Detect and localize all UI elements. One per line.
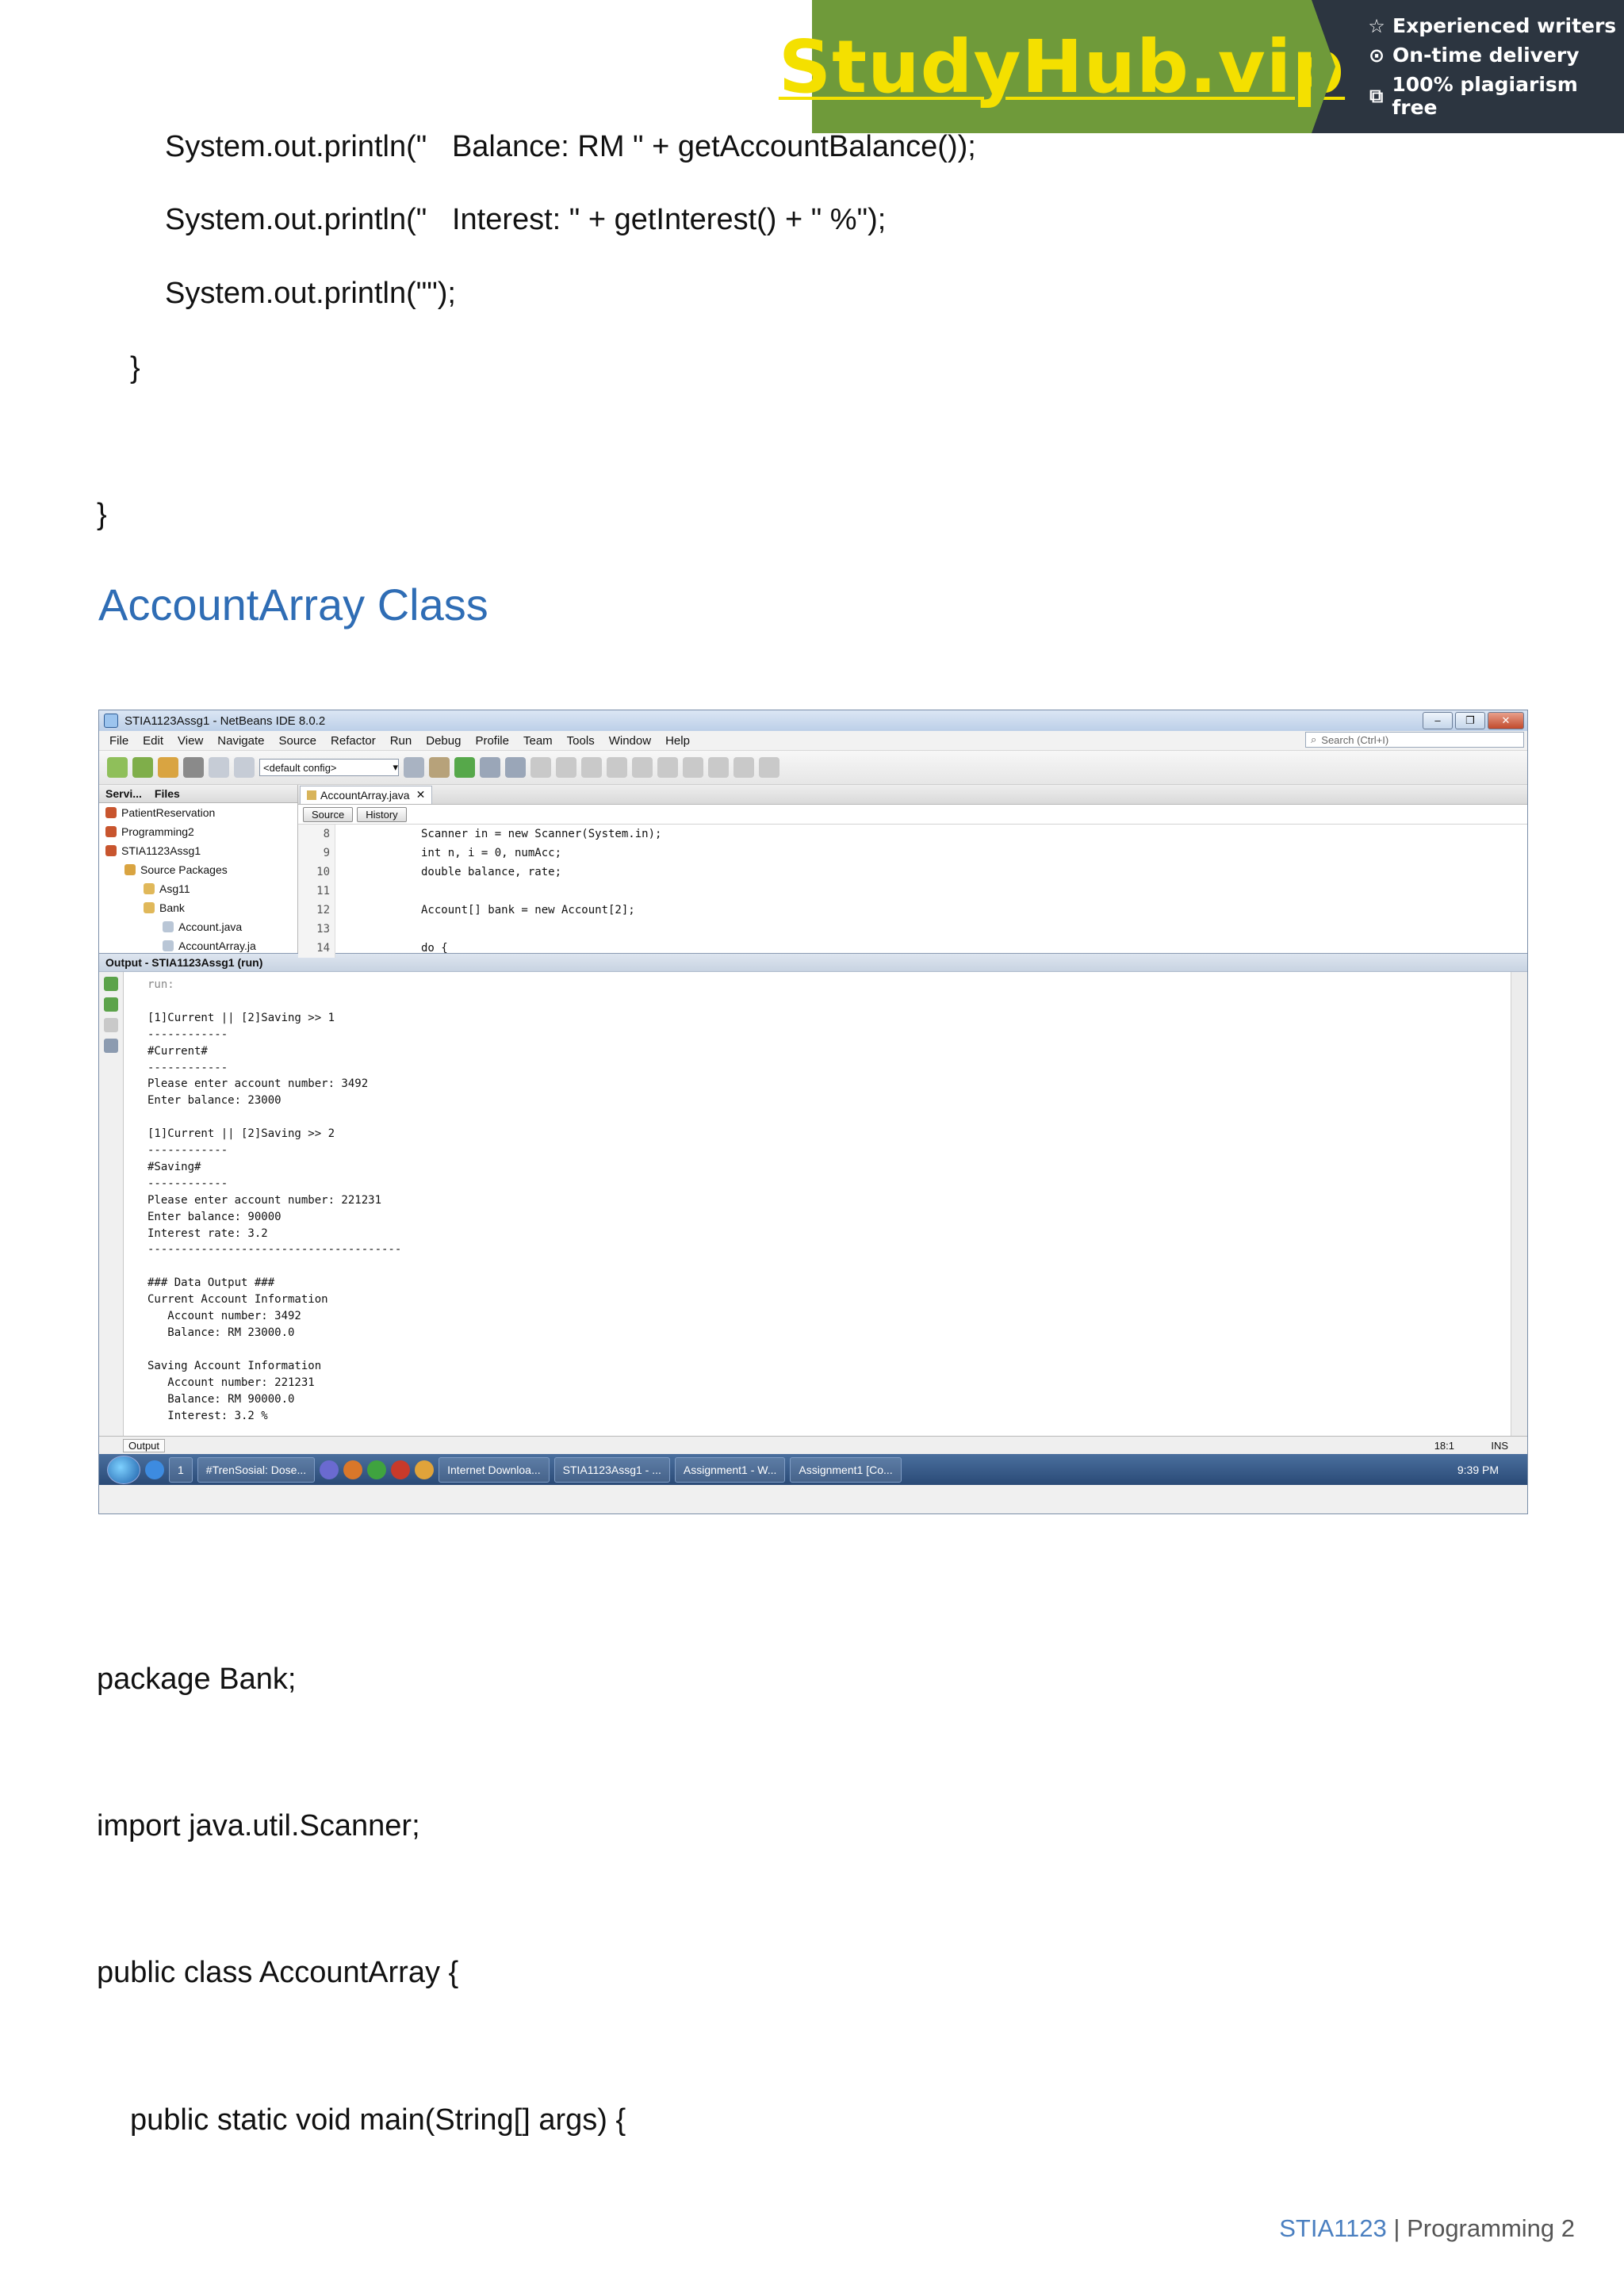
chrome-icon[interactable]	[367, 1460, 386, 1479]
window-title: STIA1123Assg1 - NetBeans IDE 8.0.2	[124, 714, 326, 728]
editor-code-line: Account[] bank = new Account[2];	[421, 904, 635, 916]
line-number: 10	[316, 866, 330, 878]
code-line: System.out.println(" Interest: " + getInterest() + " %");	[165, 203, 887, 236]
app-icon[interactable]	[391, 1460, 410, 1479]
console-line	[147, 993, 1511, 1010]
settings-icon[interactable]	[104, 1039, 118, 1053]
code-area[interactable]	[298, 825, 1527, 958]
console-line: [1]Current || [2]Saving >> 1	[147, 1011, 335, 1024]
disabled-tool-icon	[607, 757, 627, 778]
disabled-tool-icon	[683, 757, 703, 778]
console-line: ------------	[147, 1177, 228, 1190]
console-line: Please enter account number: 3492	[147, 1077, 369, 1091]
tree-item[interactable]	[99, 917, 297, 936]
menu-item[interactable]: Window	[608, 733, 652, 748]
tree-node-icon	[163, 921, 174, 932]
editor-code-line	[421, 882, 1527, 901]
rerun-icon[interactable]	[104, 977, 118, 991]
console-line: Balance: RM 23000.0	[147, 1326, 295, 1339]
menu-bar	[99, 731, 1527, 751]
code-line: public static void main(String[] args) {	[130, 2103, 626, 2137]
console-line: ------------	[147, 1027, 228, 1041]
perks-list	[1312, 0, 1624, 133]
console-line: #Saving#	[147, 1160, 201, 1173]
tree-item[interactable]	[99, 879, 297, 898]
project-tree	[99, 803, 297, 955]
stop-icon[interactable]	[104, 1018, 118, 1032]
star-icon: ☆	[1368, 14, 1385, 37]
tree-item-label: Bank	[159, 901, 185, 914]
console-line: #Current#	[147, 1044, 208, 1058]
perk-text: 100% plagiarism free	[1392, 73, 1578, 119]
perk-text: Experienced writers	[1392, 14, 1617, 37]
brand-logo	[778, 0, 1346, 133]
console-line: Account number: 221231	[147, 1376, 315, 1389]
app-icon[interactable]	[343, 1460, 362, 1479]
disabled-tool-icon	[657, 757, 678, 778]
footer-separator: |	[1386, 2214, 1408, 2242]
line-number: 11	[316, 885, 330, 897]
console-line: Enter balance: 90000	[147, 1210, 282, 1223]
redo-icon[interactable]	[234, 757, 255, 778]
cursor-position: 18:1	[1434, 1439, 1454, 1452]
tree-item-label: PatientReservation	[121, 806, 216, 819]
code-line: package Bank;	[97, 1663, 297, 1696]
code-line: }	[130, 351, 140, 385]
window-controls	[1423, 712, 1524, 729]
console-line	[147, 1258, 1511, 1275]
line-number: 12	[316, 904, 330, 916]
line-number: 8	[323, 828, 330, 840]
editor-code-line	[421, 920, 1527, 939]
tree-node-icon	[144, 883, 155, 894]
output-title: Output - STIA1123Assg1 (run)	[99, 953, 1527, 972]
console-line: ### Data Output ###	[147, 1276, 275, 1290]
close-icon[interactable]: ✕	[1488, 712, 1524, 729]
line-number: 14	[316, 942, 330, 955]
copy-icon: ⧉	[1369, 85, 1384, 107]
disabled-tool-icon	[556, 757, 576, 778]
search-input[interactable]	[1305, 732, 1524, 748]
menu-item[interactable]: Help	[665, 733, 690, 748]
console-line: run:	[147, 978, 174, 991]
code-line: System.out.println("");	[165, 277, 456, 310]
disabled-tool-icon	[733, 757, 754, 778]
menu-item[interactable]: Edit	[143, 733, 164, 748]
menu-item[interactable]: Source	[278, 733, 317, 748]
tree-item[interactable]	[99, 841, 297, 860]
tree-node-icon	[163, 940, 174, 951]
tree-item-label: Programming2	[121, 825, 194, 838]
menu-item[interactable]: Navigate	[217, 733, 265, 748]
source-button[interactable]: Source	[303, 807, 353, 822]
restore-icon[interactable]: ❐	[1455, 712, 1485, 729]
line-number: 13	[316, 923, 330, 936]
editor-tabs	[298, 785, 1527, 805]
save-all-icon[interactable]	[183, 757, 204, 778]
line-gutter	[298, 825, 335, 958]
tree-item[interactable]	[99, 898, 297, 917]
code-line: }	[97, 498, 107, 531]
insert-mode: INS	[1491, 1439, 1508, 1452]
editor-code-line: int n, i = 0, numAcc;	[421, 847, 562, 859]
tree-item-label: STIA1123Assg1	[121, 844, 201, 857]
menu-item[interactable]: View	[178, 733, 204, 748]
perk-item	[1367, 14, 1624, 37]
console-line	[147, 1109, 1511, 1126]
system-clock: 9:39 PM	[1457, 1463, 1499, 1476]
task-netbeans[interactable]: STIA1123Assg1 - ...	[554, 1457, 670, 1483]
new-file-icon[interactable]	[107, 757, 128, 778]
console-line: [1]Current || [2]Saving >> 2	[147, 1127, 335, 1141]
disabled-tool-icon	[530, 757, 551, 778]
disabled-tool-icon	[759, 757, 779, 778]
task-word-2[interactable]: Assignment1 [Co...	[790, 1457, 901, 1483]
search-icon: ⌕	[1311, 733, 1317, 745]
console-line: Interest rate: 3.2	[147, 1226, 268, 1240]
window-titlebar	[99, 710, 1527, 731]
tab-files[interactable]: Files	[154, 787, 180, 800]
console-line	[147, 1341, 1511, 1358]
app-icon[interactable]	[320, 1460, 339, 1479]
tree-item-label: Asg11	[159, 882, 190, 895]
code-line: import java.util.Scanner;	[97, 1809, 420, 1843]
section-heading: AccountArray Class	[98, 580, 488, 629]
perk-item	[1367, 44, 1624, 67]
code-lines	[335, 825, 1527, 958]
minimize-icon[interactable]: –	[1423, 712, 1453, 729]
console-line: Account number: 3492	[147, 1310, 301, 1323]
undo-icon[interactable]	[209, 757, 229, 778]
run-icon[interactable]	[454, 757, 475, 778]
tree-node-icon	[105, 845, 117, 856]
studyhub-banner[interactable]	[778, 0, 1624, 133]
tree-node-icon	[105, 826, 117, 837]
output-status-tab[interactable]: Output	[123, 1439, 165, 1452]
console-line: Saving Account Information	[147, 1359, 322, 1372]
console-line: Interest: 3.2 %	[147, 1409, 268, 1422]
menu-item[interactable]: Tools	[566, 733, 595, 748]
tab-accountarray-java[interactable]	[300, 786, 432, 804]
windows-taskbar	[99, 1454, 1527, 1485]
disabled-tool-icon	[581, 757, 602, 778]
tree-node-icon	[105, 807, 117, 818]
tree-item[interactable]	[99, 936, 297, 955]
course-title: Programming 2	[1407, 2214, 1575, 2242]
profile-icon[interactable]	[505, 757, 526, 778]
build-icon[interactable]	[404, 757, 424, 778]
menu-item[interactable]: Refactor	[331, 733, 376, 748]
menu-item[interactable]: Run	[389, 733, 412, 748]
output-window	[99, 972, 1527, 1436]
code-line: System.out.println(" Balance: RM " + getAccountBalance());	[165, 130, 976, 163]
line-number: 9	[323, 847, 330, 859]
java-file-icon	[307, 790, 316, 800]
output-actions	[99, 972, 124, 1436]
console-line: Current Account Information	[147, 1293, 328, 1307]
workspace	[99, 785, 1527, 953]
projects-tabs	[99, 785, 297, 803]
debug-icon[interactable]	[480, 757, 500, 778]
code-line: public class AccountArray {	[97, 1956, 459, 1989]
tree-item-label: Account.java	[178, 920, 243, 933]
task-browser[interactable]: #TrenSosial: Dose...	[197, 1457, 315, 1483]
netbeans-screenshot	[98, 710, 1528, 1514]
editor-toolbar	[298, 805, 1527, 825]
tree-item[interactable]	[99, 822, 297, 841]
start-button[interactable]	[107, 1456, 140, 1484]
tree-item-label: Source Packages	[140, 863, 228, 876]
page-footer	[1279, 2214, 1575, 2243]
clean-build-icon[interactable]	[429, 757, 450, 778]
open-project-icon[interactable]	[158, 757, 178, 778]
console-line: --------------------------------------	[147, 1243, 402, 1257]
menu-item[interactable]: Debug	[426, 733, 462, 748]
status-bar	[99, 1436, 1527, 1454]
config-select[interactable]	[259, 759, 399, 776]
clock-icon: ⊙	[1368, 44, 1385, 67]
ie-icon[interactable]	[145, 1460, 164, 1479]
app-icon[interactable]	[415, 1460, 434, 1479]
menu-item[interactable]: File	[109, 733, 129, 748]
editor-code-line: do {	[421, 942, 448, 955]
perk-item	[1367, 73, 1624, 119]
console-line: Enter balance: 23000	[147, 1094, 282, 1108]
brand-name: StudyHub.vip	[778, 24, 1346, 109]
code-editor	[298, 785, 1527, 953]
task-explorer[interactable]: 1	[169, 1457, 193, 1483]
tree-node-icon	[124, 864, 136, 875]
menu-item[interactable]: Team	[523, 733, 553, 748]
task-word-1[interactable]: Assignment1 - W...	[675, 1457, 785, 1483]
disabled-tool-icon	[708, 757, 729, 778]
console-scrollbar[interactable]	[1511, 972, 1527, 1436]
perk-text: On-time delivery	[1392, 44, 1580, 67]
console-line: Please enter account number: 221231	[147, 1193, 382, 1207]
tree-item-label: AccountArray.ja	[178, 939, 256, 952]
disabled-tool-icon	[632, 757, 653, 778]
tree-item[interactable]	[99, 803, 297, 822]
console-line: ------------	[147, 1144, 228, 1158]
console-line: ------------	[147, 1061, 228, 1074]
editor-code-line: Scanner in = new Scanner(System.in);	[421, 828, 662, 840]
history-button[interactable]: History	[357, 807, 406, 822]
close-icon[interactable]: ✕	[416, 788, 426, 801]
menu-item[interactable]: Profile	[475, 733, 509, 748]
search-placeholder: Search (Ctrl+I)	[1321, 733, 1389, 746]
console-line: Balance: RM 90000.0	[147, 1392, 295, 1406]
rerun-options-icon[interactable]	[104, 997, 118, 1012]
config-value: <default config>	[263, 761, 337, 774]
projects-pane	[99, 785, 298, 953]
new-project-icon[interactable]	[132, 757, 153, 778]
editor-code-line: double balance, rate;	[421, 866, 562, 878]
task-internet-download[interactable]: Internet Downloa...	[439, 1457, 550, 1483]
editor-tab-label: AccountArray.java	[320, 788, 410, 802]
netbeans-icon	[104, 714, 118, 728]
tree-node-icon	[144, 902, 155, 913]
console-output[interactable]	[124, 972, 1511, 1436]
tab-services[interactable]: Servi...	[105, 787, 142, 800]
tree-item[interactable]	[99, 860, 297, 879]
chevron-down-icon: ▾	[393, 761, 398, 773]
main-toolbar	[99, 751, 1527, 785]
course-code: STIA1123	[1279, 2214, 1387, 2242]
